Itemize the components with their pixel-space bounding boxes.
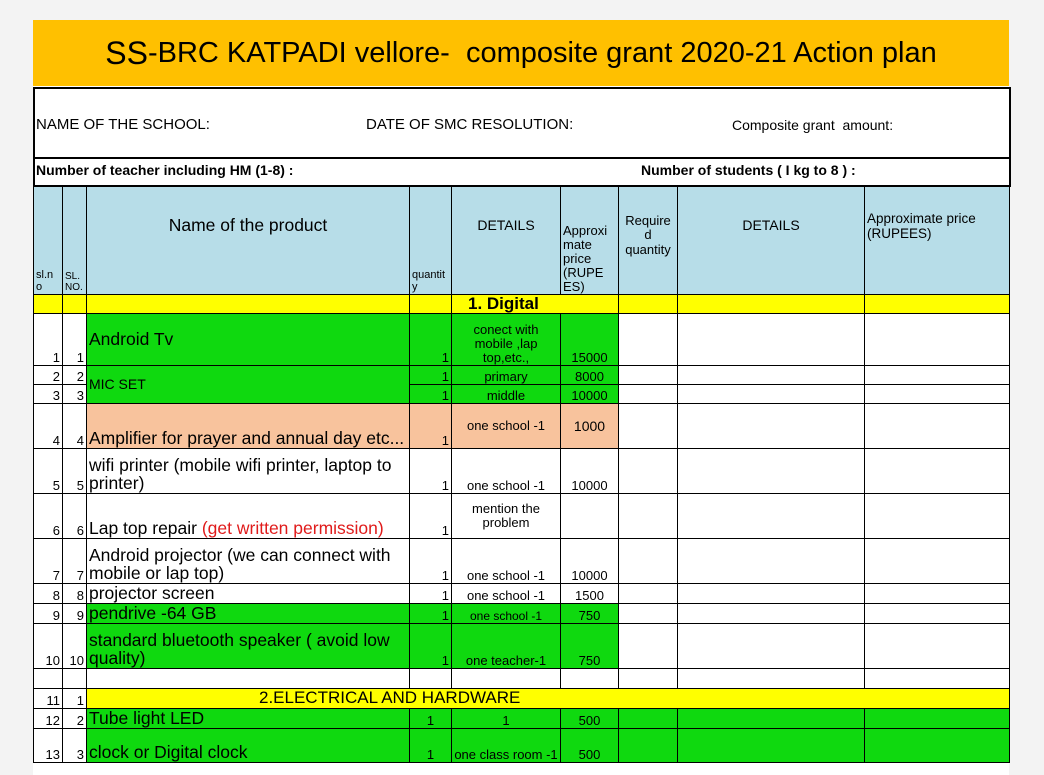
- row-details: one teacher-1: [452, 624, 561, 669]
- product-name: [87, 494, 410, 539]
- row-quantity: 1: [410, 624, 452, 669]
- row-quantity: 1: [410, 539, 452, 584]
- row-details: primary: [452, 366, 561, 385]
- table-row: [34, 449, 1010, 494]
- table-row: [34, 404, 1010, 449]
- row-quantity: 1: [410, 604, 452, 624]
- product-name: MIC SET: [87, 366, 410, 404]
- row-quantity: 1: [410, 494, 452, 539]
- product-name-text: Lap top repair: [89, 518, 202, 539]
- row-details: one school -1: [452, 604, 561, 624]
- row-quantity: 1: [410, 708, 452, 728]
- row-price: 10000: [561, 449, 619, 494]
- header-approx-price: Approxi mate price (RUPE ES): [561, 187, 619, 295]
- smc-date-label: DATE OF SMC RESOLUTION:: [366, 116, 574, 133]
- row-quantity: 1: [410, 366, 452, 385]
- table-row: [34, 494, 1010, 539]
- row-quantity: 1: [410, 385, 452, 404]
- row-details: 1: [452, 708, 561, 728]
- product-name: Tube light LED: [87, 708, 410, 728]
- row-details: one school -1: [452, 404, 561, 449]
- product-name-note: (get written permission): [201, 518, 384, 539]
- row-quantity: 1: [410, 449, 452, 494]
- row-sl-no: 9: [34, 604, 63, 624]
- row-sl-no: 5: [34, 449, 63, 494]
- section-row-digital: [34, 295, 1010, 314]
- table-row: [34, 539, 1010, 584]
- row-quantity: 1: [410, 728, 452, 762]
- row-quantity: 1: [410, 404, 452, 449]
- product-name: Amplifier for prayer and annual day etc...: [87, 404, 410, 449]
- row-details: one school -1: [452, 449, 561, 494]
- product-name: standard bluetooth speaker ( avoid low quality): [87, 624, 410, 669]
- header-row: [34, 187, 1010, 295]
- row-price: 1000: [561, 404, 619, 449]
- row-price: 1500: [561, 584, 619, 604]
- row-sl-no2: 1: [63, 689, 87, 708]
- row-sl-no2: 1: [63, 314, 87, 366]
- row-sl-no2: 3: [63, 385, 87, 404]
- row-sl-no: 1: [34, 314, 63, 366]
- row-price: 15000: [561, 314, 619, 366]
- row-sl-no2: 10: [63, 624, 87, 669]
- spreadsheet-page: [33, 20, 1009, 775]
- product-name: wifi printer (mobile wifi printer, laptop to printer): [87, 449, 410, 494]
- school-info-box: [33, 87, 1011, 159]
- row-sl-no: 3: [34, 385, 63, 404]
- section-row-electrical: [34, 689, 1010, 708]
- table-row: [34, 728, 1010, 762]
- row-details: one school -1: [452, 539, 561, 584]
- row-details: one class room -1: [452, 728, 561, 762]
- row-details: mention the problem: [452, 494, 561, 539]
- school-name-label: NAME OF THE SCHOOL:: [36, 116, 210, 133]
- row-price: 10000: [561, 539, 619, 584]
- row-price: 750: [561, 624, 619, 669]
- header-product: Name of the product: [87, 187, 410, 295]
- table-row: [34, 584, 1010, 604]
- row-sl-no2: 5: [63, 449, 87, 494]
- row-sl-no2: 7: [63, 539, 87, 584]
- row-sl-no: 12: [34, 708, 63, 728]
- row-sl-no2: 9: [63, 604, 87, 624]
- row-details: middle: [452, 385, 561, 404]
- row-price: 8000: [561, 366, 619, 385]
- product-name: Android projector (we can connect with mobile or lap top): [87, 539, 410, 584]
- row-sl-no: 4: [34, 404, 63, 449]
- title-text: -BRC KATPADI vellore- composite grant 2020-21 Action plan: [147, 36, 937, 69]
- row-quantity: 1: [410, 314, 452, 366]
- row-sl-no2: 4: [63, 404, 87, 449]
- header-details-2: DETAILS: [678, 187, 865, 295]
- row-sl-no: 6: [34, 494, 63, 539]
- row-price: [561, 494, 619, 539]
- table-row: [34, 604, 1010, 624]
- student-count-label: Number of students ( I kg to 8 ) :: [641, 162, 856, 178]
- row-sl-no2: 2: [63, 708, 87, 728]
- table-row: [34, 314, 1010, 366]
- row-price: 10000: [561, 385, 619, 404]
- row-sl-no: 13: [34, 728, 63, 762]
- row-details: one school -1: [452, 584, 561, 604]
- header-quantity: quantit y: [410, 187, 452, 295]
- count-info-box: [33, 157, 1011, 187]
- action-plan-table: [33, 186, 1010, 763]
- grant-amount-label: Composite grant amount:: [732, 117, 894, 133]
- section-digital-label: 1. Digital: [452, 295, 619, 314]
- row-sl-no: 10: [34, 624, 63, 669]
- row-price: 750: [561, 604, 619, 624]
- row-details: conect with mobile ,lap top,etc.,: [452, 314, 561, 366]
- row-sl-no2: 2: [63, 366, 87, 385]
- row-sl-no2: 6: [63, 494, 87, 539]
- page-title: [33, 20, 1009, 86]
- product-name: Android Tv: [87, 314, 410, 366]
- product-name: projector screen: [87, 584, 410, 604]
- table-row: [34, 708, 1010, 728]
- row-quantity: 1: [410, 584, 452, 604]
- table-row: [34, 366, 1010, 385]
- section-electrical-label: 2.ELECTRICAL AND HARDWARE: [87, 689, 1010, 708]
- header-approx-price-2: Approximate price (RUPEES): [865, 187, 1010, 295]
- row-sl-no2: 8: [63, 584, 87, 604]
- header-sl-no2: SL. NO.: [63, 187, 87, 295]
- row-sl-no: 7: [34, 539, 63, 584]
- row-price: 500: [561, 708, 619, 728]
- teacher-count-label: Number of teacher including HM (1-8) :: [36, 162, 294, 178]
- row-sl-no: 2: [34, 366, 63, 385]
- product-name: clock or Digital clock: [87, 728, 410, 762]
- row-sl-no: 11: [34, 689, 63, 708]
- product-name: pendrive -64 GB: [87, 604, 410, 624]
- blank-row: [34, 669, 1010, 689]
- header-required-qty: Require d quantity: [619, 187, 678, 295]
- row-sl-no2: 3: [63, 728, 87, 762]
- header-sl-no: sl.n o: [34, 187, 63, 295]
- row-sl-no: 8: [34, 584, 63, 604]
- row-price: 500: [561, 728, 619, 762]
- table-row: [34, 624, 1010, 669]
- title-prefix: SS: [105, 34, 148, 71]
- header-details: DETAILS: [452, 187, 561, 295]
